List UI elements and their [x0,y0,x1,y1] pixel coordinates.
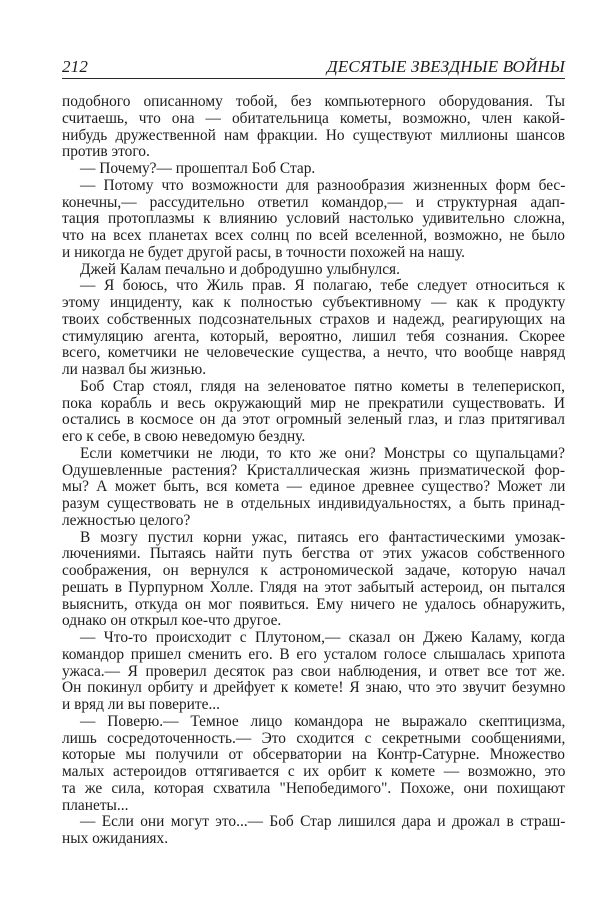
book-title: ДЕСЯТЫЕ ЗВЕЗДНЫЕ ВОЙНЫ [326,57,565,76]
text-line: мы? А может быть, вся комета — единое древнее существо? Может ли [62,478,566,496]
text-line: и никогда не будет другой расы, в точности похожей на нашу. [62,243,466,261]
text-line: что на всех планетах всех солнц по всей вселенной, возможно, не было [62,227,565,244]
text-line: стимуляцию агента, который, вероятно, лишил тебя сознания. Скорее [62,327,565,345]
text-line: против этого. [62,143,150,161]
text-line: ных ожиданиях. [62,830,169,847]
text-line: ли назвал бы жизнью. [62,361,207,378]
text-line: — Почему?— прошептал Боб Стар. [80,160,316,177]
text-line: соображения, он вернулся к астрономической задаче, которую начал [62,562,566,579]
text-line: — Что-то происходит с Плутоном,— сказал он Джею Каламу, когда [80,629,566,646]
text-line: лючениями. Пытаясь найти путь бегства от этих ужасов собственного [62,545,565,563]
text-line: нибудь дружественной нам фракции. Но существуют миллионы шансов [62,126,565,144]
text-line: его к себе, в свою неведомую бездну. [62,428,306,445]
text-line: лишь сосредоточенность.— Это сходится с секретными сообщениями, [62,729,566,747]
text-line: однако он открыл кое-что другое. [62,612,282,630]
running-head [62,57,565,77]
text-line: Джей Калам печально и добродушно улыбнулся. [80,260,400,278]
text-line: твоих собственных подсознательных страхов и надежд, реагирующих на [62,310,566,328]
text-line: тация протоплазмы к влиянию условий настолько удивительно сложна, [62,210,565,228]
text-line: малых астероидов оттягивается с их орбит к комете — возможно, это [62,763,566,780]
page-number: 212 [62,57,89,76]
text-line: пока корабль и весь окружающий мир не прекратили существовать. И [62,394,565,412]
text-line: решать в Пурпурном Холле. Глядя на этот забытый астероид, он пытался [62,578,566,596]
text-line: ужаса.— Я проверил десяток раз свои наблюдения, и ответ все тот же. [62,662,566,680]
text-line: этому инциденту, как к полностью субъективному — как к продукту [62,294,566,311]
body-text [62,94,565,848]
text-line: Боб Стар стоял, глядя на зеленоватое пятно кометы в телеперископ, [80,377,565,395]
text-line: остались в космосе он да этот огромный зеленый глаз, и глаз притягивал [62,411,565,429]
text-line: — Потому что возможности для разнообразия жизненных форм бес- [80,176,566,194]
text-line: считаешь, что она — обитательница кометы, возможно, член какой- [62,109,565,127]
header-rule [62,78,565,79]
text-line: и вряд ли вы поверите... [62,696,220,713]
text-line: — Я боюсь, что Жиль прав. Я полагаю, тебе следует относиться к [80,277,566,295]
text-line: — Поверю.— Темное лицо командора не выражало скептицизма, [80,712,566,730]
text-line: которые мы получили от обсерватории на Контр-Сатурне. Множество [62,746,565,764]
text-line: планеты... [62,796,129,814]
text-line: Одушевленные растения? Кристаллическая жизнь призматической фор- [62,461,565,479]
text-line: В мозгу пустил корни ужас, питаясь его фантастическими умозак- [80,528,566,546]
text-line: лежностью целого? [62,511,191,529]
text-line: Он покинул орбиту и дрейфует к комете! Я знаю, что это звучит безумно [62,679,566,697]
text-line: та же сила, которая схватила "Непобедимого". Похоже, они похищают [62,779,565,797]
text-line: Если кометчики не люди, то кто же они? Монстры со щупальцами? [80,444,565,462]
text-line: конечны,— рассудительно ответил командор,— и структурная адап- [62,193,565,211]
text-line: подобного описанному тобой, без компьютерного оборудования. Ты [62,93,565,110]
text-line: выяснить, откуда он мог появиться. Ему ничего не удалось обнаружить, [62,595,566,613]
text-line: всего, кометчики не человеческие существа, а нечто, что вообще навряд [62,344,566,362]
text-line: командор пришел сменить его. В его усталом голосе слышалась хрипота [62,645,566,663]
text-line: разум существовать не в отдельных индивидуальностях, а быть принад- [62,495,565,512]
text-line: — Если они могут это...— Боб Стар лишился дара и дрожал в страш- [80,813,566,831]
